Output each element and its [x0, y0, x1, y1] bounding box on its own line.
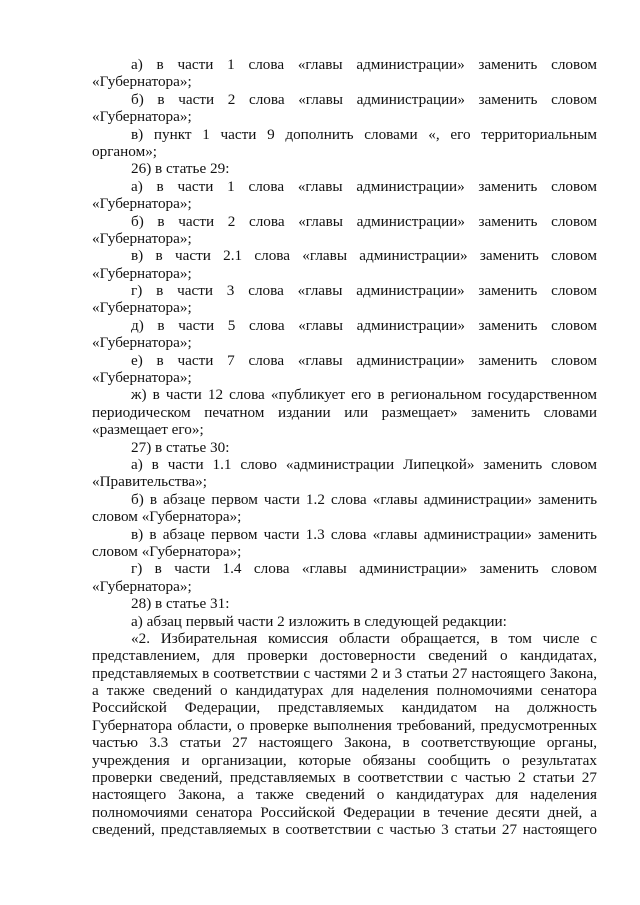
text-line: «Губернатора»;: [92, 264, 192, 282]
text-line: полномочиями сенатора Российской Федерации в течение десяти дней, а: [92, 803, 597, 821]
text-line: «размещает его»;: [92, 421, 204, 439]
text-line: представляемых в соответствии с частями 2 и 3 статьи 27 настоящего Закона,: [92, 664, 597, 682]
text-line: «Губернатора»;: [92, 229, 192, 247]
text-line: частью 3.3 статьи 27 настоящего Закона, в соответствующие органы,: [92, 734, 597, 752]
paragraph-14: [92, 491, 597, 526]
paragraph-2: [92, 91, 597, 126]
paragraph-1: [92, 56, 597, 91]
text-line: а) абзац первый части 2 изложить в следующей редакции:: [131, 612, 507, 630]
text-line: 26) в статье 29:: [131, 160, 230, 178]
text-line: б) в части 2 слова «главы администрации» заменить словом: [131, 212, 597, 230]
text-line: «Губернатора»;: [92, 195, 192, 213]
text-line: Российской Федерации, представляемых кандидатом на должность: [92, 699, 597, 717]
text-line: сведений, представляемых в соответствии с частью 3 статьи 27 настоящего: [92, 821, 597, 839]
text-line: «Губернатора»;: [92, 369, 192, 387]
text-line: настоящего Закона, а также сведений о кандидатурах для наделения: [92, 786, 597, 804]
text-line: «Губернатора»;: [92, 577, 192, 595]
paragraph-11: [92, 386, 597, 438]
text-line: «Губернатора»;: [92, 73, 192, 91]
text-line: в) пункт 1 части 9 дополнить словами «, его территориальным: [131, 125, 597, 143]
text-line: г) в части 3 слова «главы администрации» заменить словом: [131, 282, 597, 300]
paragraph-19: [92, 630, 597, 839]
paragraph-18: [92, 613, 597, 630]
paragraph-5: [92, 178, 597, 213]
text-line: е) в части 7 слова «главы администрации» заменить словом: [131, 351, 597, 369]
text-line: г) в части 1.4 слова «главы администрации» заменить словом: [131, 560, 597, 578]
text-line: «2. Избирательная комиссия области обращается, в том числе с: [131, 629, 597, 647]
text-line: а также сведений о кандидатурах для наделения полномочиями сенатора: [92, 682, 597, 700]
text-line: «Губернатора»;: [92, 299, 192, 317]
text-line: Губернатора области, о проверке выполнения требований, предусмотренных: [92, 716, 597, 734]
paragraph-10: [92, 352, 597, 387]
text-line: б) в абзаце первом части 1.2 слова «главы администрации» заменить: [131, 490, 597, 508]
text-line: а) в части 1.1 слово «администрации Липецкой» заменить словом: [131, 455, 597, 473]
text-line: в) в абзаце первом части 1.3 слова «главы администрации» заменить: [131, 525, 597, 543]
text-line: периодическом печатном издании или размещает» заменить словами: [92, 403, 597, 421]
paragraph-6: [92, 213, 597, 248]
text-line: в) в части 2.1 слова «главы администрации» заменить словом: [131, 247, 597, 265]
text-line: «Губернатора»;: [92, 108, 192, 126]
text-line: а) в части 1 слова «главы администрации» заменить словом: [131, 177, 597, 195]
text-line: словом «Губернатора»;: [92, 508, 242, 526]
document-body: [92, 56, 597, 839]
text-line: представлением, для проверки достоверности сведений о кандидатах,: [92, 647, 597, 665]
text-line: «Правительства»;: [92, 473, 207, 491]
paragraph-13: [92, 456, 597, 491]
text-line: «Губернатора»;: [92, 334, 192, 352]
paragraph-4: [92, 160, 597, 177]
paragraph-8: [92, 282, 597, 317]
paragraph-9: [92, 317, 597, 352]
text-line: 28) в статье 31:: [131, 595, 230, 613]
text-line: учреждения и организации, которые обязаны сообщить о результатах: [92, 751, 597, 769]
text-line: б) в части 2 слова «главы администрации» заменить словом: [131, 90, 597, 108]
text-line: словом «Губернатора»;: [92, 542, 242, 560]
text-line: органом»;: [92, 142, 158, 160]
text-line: 27) в статье 30:: [131, 438, 230, 456]
text-line: проверки сведений, представляемых в соответствии с частью 2 статьи 27: [92, 769, 597, 787]
paragraph-16: [92, 560, 597, 595]
paragraph-7: [92, 247, 597, 282]
text-line: д) в части 5 слова «главы администрации» заменить словом: [131, 316, 597, 334]
paragraph-17: [92, 595, 597, 612]
paragraph-12: [92, 439, 597, 456]
paragraph-3: [92, 126, 597, 161]
text-line: ж) в части 12 слова «публикует его в региональном государственном: [131, 386, 597, 404]
text-line: а) в части 1 слова «главы администрации» заменить словом: [131, 56, 597, 73]
paragraph-15: [92, 526, 597, 561]
